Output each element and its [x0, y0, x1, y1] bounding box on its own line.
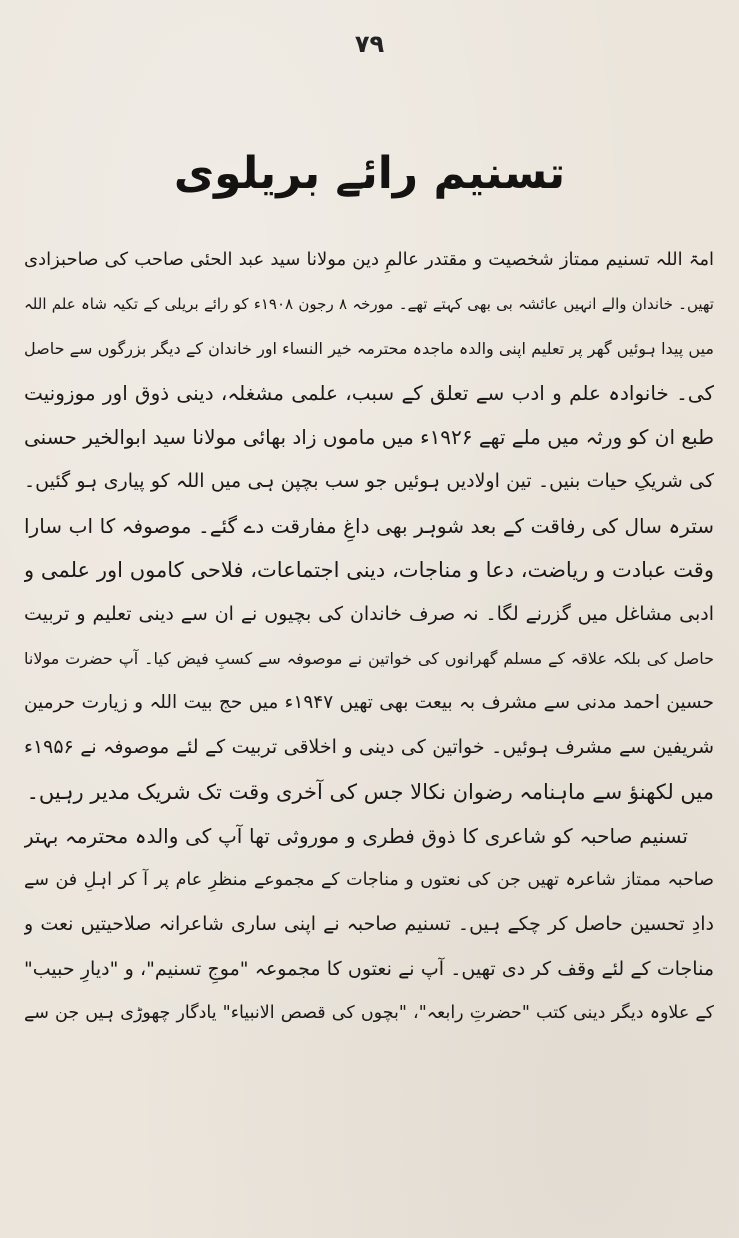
- text-line: کی۔ خانوادہ علم و ادب سے تعلق کے سبب، علمی مشغلہ، دینی ذوق اور موزونیت: [24, 380, 714, 405]
- text-line: شریفین سے مشرف ہوئیں۔ خواتین کی دینی و اخلاقی تربیت کے لئے موصوفہ نے ۱۹۵۶ء: [24, 736, 714, 759]
- body-text: [24, 238, 714, 1035]
- text-line: سترہ سال کی رفاقت کے بعد شوہر بھی داغِ مفارقت دے گئے۔ موصوفہ کا اب سارا: [24, 513, 714, 538]
- text-line: حسین احمد مدنی سے مشرف بہ بیعت بھی تھیں ۱۹۴۷ء میں حج بیت اللہ و زیارت حرمین: [24, 691, 714, 713]
- page-number: ۷۹: [354, 30, 385, 58]
- chapter-title: تسنیم رائے بریلوی: [173, 148, 566, 199]
- text-line: صاحبہ ممتاز شاعرہ تھیں جن کی نعتوں و مناجات کے مجموعے منظرِ عام پر آ کر اہلِ فن سے: [24, 870, 714, 891]
- text-line: کے علاوہ دیگر دینی کتب "حضرتِ رابعہ"، "بچوں کی قصص الانبیاء" یادگار چھوڑی ہیں جن سے: [24, 1003, 714, 1024]
- text-line: میں پیدا ہوئیں گھر پر تعلیم اپنی والدہ ماجدہ محترمہ خیر النساء اور خاندان کے دیگر بزرگوں سے حاصل: [24, 338, 714, 358]
- text-line: امۃ اللہ تسنیم ممتاز شخصیت و مقتدر عالمِ دین مولانا سید عبد الحئی صاحب کی صاحبزادی: [24, 249, 714, 270]
- text-line: میں لکھنؤ سے ماہنامہ رضوان نکالا جس کی آخری وقت تک شریک مدیر رہیں۔: [26, 779, 714, 804]
- text-line: تھیں۔ خاندان والے انہیں عائشہ بی بھی کہتے تھے۔ مورخہ ۸ رجون ۱۹۰۸ء کو رائے بریلی کے تکیہ شاہ علم اللہ: [24, 295, 714, 314]
- text-line: کی شریکِ حیات بنیں۔ تین اولادیں ہوئیں جو سب بچپن ہی میں اللہ کو پیاری ہو گئیں۔: [24, 470, 714, 493]
- text-line: مناجات کے لئے وقف کر دی تھیں۔ آپ نے نعتوں کا مجموعہ "موجِ تسنیم"، و "دیارِ حبیب": [24, 957, 714, 980]
- text-line: طبع ان کو ورثہ میں ملے تھے ۱۹۲۶ء میں ماموں زاد بھائی مولانا سید ابوالخیر حسنی: [24, 425, 714, 450]
- text-line: وقت عبادت و ریاضت، دعا و مناجات، دینی اجتماعات، فلاحی کاموں اور علمی و: [24, 558, 714, 583]
- text-line: تسنیم صاحبہ کو شاعری کا ذوق فطری و موروثی تھا آپ کی والدہ محترمہ بہتر: [24, 823, 688, 848]
- text-line: ادبی مشاغل میں گزرنے لگا۔ نہ صرف خاندان کی بچیوں نے ان سے دینی تعلیم و تربیت: [24, 603, 714, 626]
- text-line: دادِ تحسین حاصل کر چکے ہیں۔ تسنیم صاحبہ نے اپنی ساری شاعرانہ صلاحیتیں نعت و: [24, 913, 714, 936]
- text-line: حاصل کی بلکہ علاقہ کے مسلم گھرانوں کی خواتین نے موصوفہ سے کسبِ فیض کیا۔ آپ حضرت مولانا: [24, 648, 714, 668]
